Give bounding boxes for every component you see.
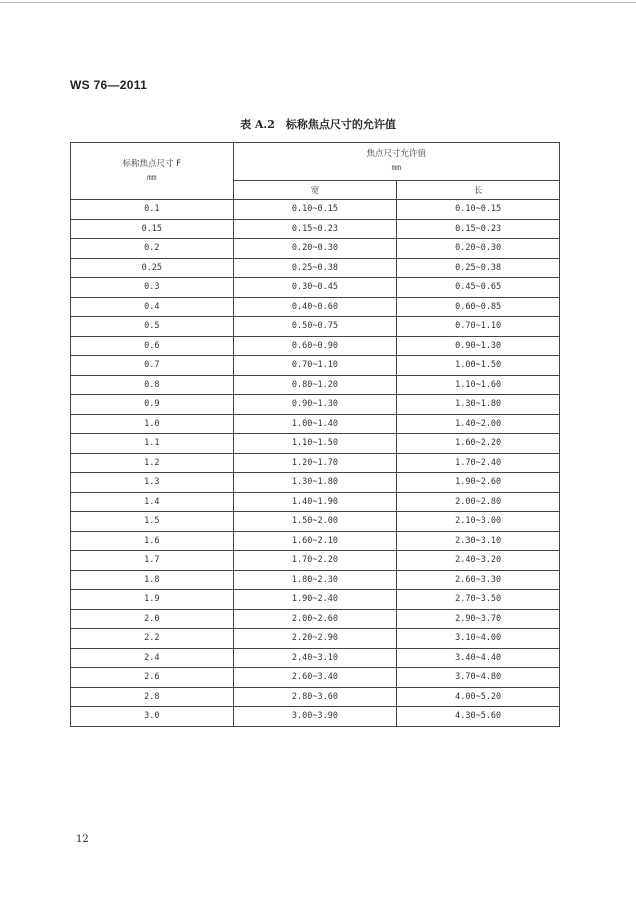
nominal-cell: 0.4 bbox=[71, 297, 234, 317]
page-number: 12 bbox=[76, 834, 89, 845]
length-cell: 0.70~1.10 bbox=[397, 317, 560, 337]
nominal-cell: 2.8 bbox=[71, 687, 234, 707]
width-cell: 2.00~2.60 bbox=[233, 609, 397, 629]
table-row bbox=[71, 531, 560, 551]
length-cell: 0.60~0.85 bbox=[397, 297, 560, 317]
width-cell: 1.20~1.70 bbox=[233, 453, 397, 473]
nominal-cell: 0.5 bbox=[71, 317, 234, 337]
nominal-cell: 0.7 bbox=[71, 356, 234, 376]
table-body bbox=[71, 200, 560, 727]
length-cell: 4.30~5.60 bbox=[397, 707, 560, 727]
header-length bbox=[397, 180, 560, 199]
width-cell: 0.80~1.20 bbox=[233, 375, 397, 395]
table-row bbox=[71, 278, 560, 298]
header-allowance-unit: mm bbox=[391, 163, 402, 173]
table-row bbox=[71, 473, 560, 493]
length-cell: 2.30~3.10 bbox=[397, 531, 560, 551]
table-row bbox=[71, 512, 560, 532]
table-row bbox=[71, 336, 560, 356]
width-cell: 0.25~0.38 bbox=[233, 258, 397, 278]
width-cell: 1.30~1.80 bbox=[233, 473, 397, 493]
width-cell: 1.50~2.00 bbox=[233, 512, 397, 532]
length-cell: 0.25~0.38 bbox=[397, 258, 560, 278]
header-length-label: 长 bbox=[473, 185, 483, 196]
length-cell: 1.00~1.50 bbox=[397, 356, 560, 376]
length-cell: 4.00~5.20 bbox=[397, 687, 560, 707]
length-cell: 2.90~3.70 bbox=[397, 609, 560, 629]
nominal-cell: 0.3 bbox=[71, 278, 234, 298]
nominal-cell: 1.4 bbox=[71, 492, 234, 512]
length-cell: 0.10~0.15 bbox=[397, 200, 560, 220]
width-cell: 0.50~0.75 bbox=[233, 317, 397, 337]
table-row bbox=[71, 629, 560, 649]
width-cell: 1.70~2.20 bbox=[233, 551, 397, 571]
table-row bbox=[71, 707, 560, 727]
width-cell: 3.00~3.90 bbox=[233, 707, 397, 727]
nominal-cell: 1.2 bbox=[71, 453, 234, 473]
header-allowance bbox=[233, 143, 559, 181]
nominal-cell: 0.8 bbox=[71, 375, 234, 395]
width-cell: 1.40~1.90 bbox=[233, 492, 397, 512]
table-row bbox=[71, 239, 560, 259]
width-cell: 2.40~3.10 bbox=[233, 648, 397, 668]
width-cell: 0.60~0.90 bbox=[233, 336, 397, 356]
table-row bbox=[71, 609, 560, 629]
width-cell: 2.60~3.40 bbox=[233, 668, 397, 688]
width-cell: 0.30~0.45 bbox=[233, 278, 397, 298]
length-cell: 2.60~3.30 bbox=[397, 570, 560, 590]
width-cell: 2.80~3.60 bbox=[233, 687, 397, 707]
nominal-cell: 1.0 bbox=[71, 414, 234, 434]
length-cell: 0.90~1.30 bbox=[397, 336, 560, 356]
length-cell: 3.40~4.40 bbox=[397, 648, 560, 668]
nominal-cell: 0.1 bbox=[71, 200, 234, 220]
length-cell: 2.10~3.00 bbox=[397, 512, 560, 532]
header-nominal-label: 标称焦点尺寸 F bbox=[122, 159, 182, 169]
width-cell: 0.70~1.10 bbox=[233, 356, 397, 376]
header-width bbox=[233, 180, 397, 199]
width-cell: 1.00~1.40 bbox=[233, 414, 397, 434]
length-cell: 2.40~3.20 bbox=[397, 551, 560, 571]
table-row bbox=[71, 687, 560, 707]
table-row bbox=[71, 492, 560, 512]
table-row bbox=[71, 434, 560, 454]
header-nominal bbox=[71, 143, 234, 200]
width-cell: 0.10~0.15 bbox=[233, 200, 397, 220]
nominal-cell: 2.2 bbox=[71, 629, 234, 649]
nominal-cell: 2.0 bbox=[71, 609, 234, 629]
nominal-cell: 2.6 bbox=[71, 668, 234, 688]
width-cell: 1.90~2.40 bbox=[233, 590, 397, 610]
table-row bbox=[71, 668, 560, 688]
nominal-cell: 1.3 bbox=[71, 473, 234, 493]
length-cell: 1.10~1.60 bbox=[397, 375, 560, 395]
table-row bbox=[71, 200, 560, 220]
nominal-cell: 0.15 bbox=[71, 219, 234, 239]
header-nominal-unit: mm bbox=[146, 173, 157, 182]
width-cell: 1.10~1.50 bbox=[233, 434, 397, 454]
length-cell: 2.70~3.50 bbox=[397, 590, 560, 610]
table-row bbox=[71, 590, 560, 610]
length-cell: 0.15~0.23 bbox=[397, 219, 560, 239]
table-row bbox=[71, 258, 560, 278]
header-width-label: 宽 bbox=[310, 185, 320, 196]
table-row bbox=[71, 551, 560, 571]
table-row bbox=[71, 219, 560, 239]
width-cell: 0.40~0.60 bbox=[233, 297, 397, 317]
table-row bbox=[71, 414, 560, 434]
nominal-cell: 2.4 bbox=[71, 648, 234, 668]
width-cell: 2.20~2.90 bbox=[233, 629, 397, 649]
nominal-cell: 0.6 bbox=[71, 336, 234, 356]
table-row bbox=[71, 570, 560, 590]
table-row bbox=[71, 375, 560, 395]
header-allowance-label: 焦点尺寸允许值 bbox=[366, 149, 427, 160]
table-caption: 表 A.2 标称焦点尺寸的允许值 bbox=[240, 118, 396, 131]
standard-code: WS 76—2011 bbox=[70, 78, 148, 92]
nominal-cell: 1.8 bbox=[71, 570, 234, 590]
nominal-cell: 0.2 bbox=[71, 239, 234, 259]
table-row bbox=[71, 356, 560, 376]
length-cell: 1.90~2.60 bbox=[397, 473, 560, 493]
table-row bbox=[71, 297, 560, 317]
width-cell: 0.15~0.23 bbox=[233, 219, 397, 239]
length-cell: 0.20~0.30 bbox=[397, 239, 560, 259]
length-cell: 1.60~2.20 bbox=[397, 434, 560, 454]
width-cell: 1.80~2.30 bbox=[233, 570, 397, 590]
nominal-cell: 1.1 bbox=[71, 434, 234, 454]
length-cell: 3.10~4.00 bbox=[397, 629, 560, 649]
width-cell: 0.90~1.30 bbox=[233, 395, 397, 415]
table-row bbox=[71, 453, 560, 473]
nominal-cell: 1.7 bbox=[71, 551, 234, 571]
top-border-line bbox=[0, 2, 636, 3]
length-cell: 2.00~2.80 bbox=[397, 492, 560, 512]
length-cell: 1.40~2.00 bbox=[397, 414, 560, 434]
nominal-cell: 0.9 bbox=[71, 395, 234, 415]
length-cell: 1.30~1.80 bbox=[397, 395, 560, 415]
focal-spot-table bbox=[70, 142, 560, 727]
nominal-cell: 3.0 bbox=[71, 707, 234, 727]
nominal-cell: 0.25 bbox=[71, 258, 234, 278]
nominal-cell: 1.5 bbox=[71, 512, 234, 532]
table-row bbox=[71, 395, 560, 415]
nominal-cell: 1.6 bbox=[71, 531, 234, 551]
width-cell: 0.20~0.30 bbox=[233, 239, 397, 259]
width-cell: 1.60~2.10 bbox=[233, 531, 397, 551]
table-row bbox=[71, 648, 560, 668]
length-cell: 1.70~2.40 bbox=[397, 453, 560, 473]
table-row bbox=[71, 317, 560, 337]
nominal-cell: 1.9 bbox=[71, 590, 234, 610]
length-cell: 0.45~0.65 bbox=[397, 278, 560, 298]
length-cell: 3.70~4.80 bbox=[397, 668, 560, 688]
